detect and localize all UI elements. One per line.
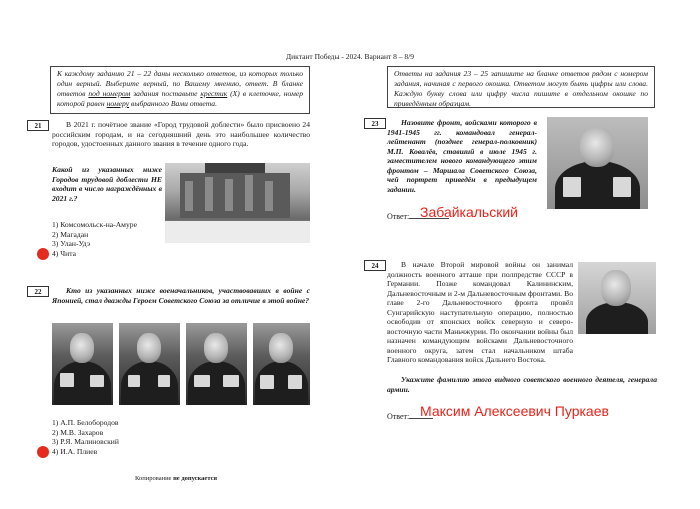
- instruction-text: (Х) в клеточке, номер которой равен: [57, 89, 303, 108]
- answer-marker: [37, 446, 49, 458]
- q23-answer-label: Ответ:: [387, 212, 449, 221]
- instruction-text: задания поставьте: [130, 89, 201, 98]
- copy-notice: [135, 475, 217, 482]
- q22-option: 2) М.В. Захаров: [52, 427, 104, 437]
- answer-marker: [37, 248, 49, 260]
- q23-question: Назовите фронт, войсками которого в 1941-1945 гг. командовал генерал-лейтенант (позднее генерал-полковник) М.П. Ковалёв, ставший в июле 1945 г. заместителем нового командующего этим фронтом – Маршала Советского Союза, чей портрет приведён в предыдущем задании.: [387, 118, 537, 194]
- copy-notice-bold: не допускается: [173, 475, 217, 482]
- instruction-text: Ответы на задания 23 – 25 запишите на бланке ответов рядом с номером задания, начиная с первого окошка. Ответом могут быть цифры или слова. Каждую букву слова или цифру числа пишите в отдельном окошке по приведённым образцам.: [394, 69, 648, 108]
- instruction-underline: крестик: [200, 89, 228, 98]
- q22-option: 1) А.П. Белобородов: [52, 418, 119, 427]
- portrait-photo-kovalev: [547, 117, 648, 209]
- page-header: Диктант Победы - 2024. Вариант 8 – 8/9: [286, 52, 414, 61]
- portrait-photo-purkaev: [578, 262, 656, 334]
- q24-text: В начале Второй мировой войны он занимал должность военного атташе при полпредстве СССР в Германии. Позже командовал Калининским, Дальневосточным и 2-м Дальневосточным фронтами. Во главе 2-го Дальневосточного фронта провёл Сунгарийскую наступательную операцию, полностью освободив от японских войск северную и северо-восточную части Маньчжурии. По окончании войны был назначен командующим войсками Дальневосточного военного округа, затем стал начальником штаба Главного командования войск Дальнего Востока.: [387, 260, 573, 364]
- instruction-text: К каждому заданию 21 – 22 даны несколько ответов, из которых только один верный. Выберите верный, по Вашему мнению, ответ. В бланке ответов: [57, 69, 303, 98]
- q21-question: Какой из указанных ниже Городов трудовой доблести НЕ входит в число награждённых в 2021 г.?: [52, 165, 162, 203]
- q24-question: Укажите фамилию этого видного советского военного деятеля, генерала армии.: [387, 375, 657, 394]
- q24-answer-label: Ответ:: [387, 412, 433, 421]
- q22-option: 4) И.А. Плиев: [52, 446, 98, 456]
- q21-option: 3) Улан-Удэ: [52, 239, 91, 249]
- right-instruction-box: [387, 66, 655, 108]
- memorial-photo: [165, 163, 310, 243]
- portrait-photo-4: [253, 323, 310, 405]
- q22-question: Кто из указанных ниже военачальников, участвовавших в войне с Японией, стал дважды Героем Советского Союза за отличие в этой войне?: [52, 286, 310, 305]
- q21-options: [52, 220, 172, 258]
- instruction-text: выбранного Вами ответа.: [129, 99, 217, 108]
- question-number-24: 24: [364, 260, 386, 271]
- q24-answer: Максим Алексеевич Пуркаев: [420, 403, 609, 419]
- instruction-underline: под номером: [88, 89, 131, 98]
- portrait-photo-3: [186, 323, 247, 405]
- left-instruction-box: [50, 66, 310, 114]
- q21-option: 4) Чита: [52, 248, 77, 258]
- portrait-photo-1: [52, 323, 113, 405]
- q22-options: [52, 418, 172, 456]
- question-number-21: 21: [27, 120, 49, 131]
- q22-option: 3) Р.Я. Малиновский: [52, 437, 119, 447]
- q21-option: 2) Магадан: [52, 229, 89, 239]
- question-number-23: 23: [364, 118, 386, 129]
- q21-option: 1) Комсомольск-на-Амуре: [52, 220, 137, 229]
- copy-notice-prefix: Копирование: [135, 475, 174, 482]
- q21-intro: В 2021 г. почётное звание «Город трудовой доблести» было присвоено 24 российским городам, и на сегодняшний день это наибольшее количество городов, удостоенных данного звания в течение одного года.: [52, 120, 310, 148]
- q23-answer: Забайкальский: [420, 204, 518, 220]
- question-number-22: 22: [27, 286, 49, 297]
- portrait-photo-2: [119, 323, 180, 405]
- instruction-underline: номеру: [106, 99, 130, 108]
